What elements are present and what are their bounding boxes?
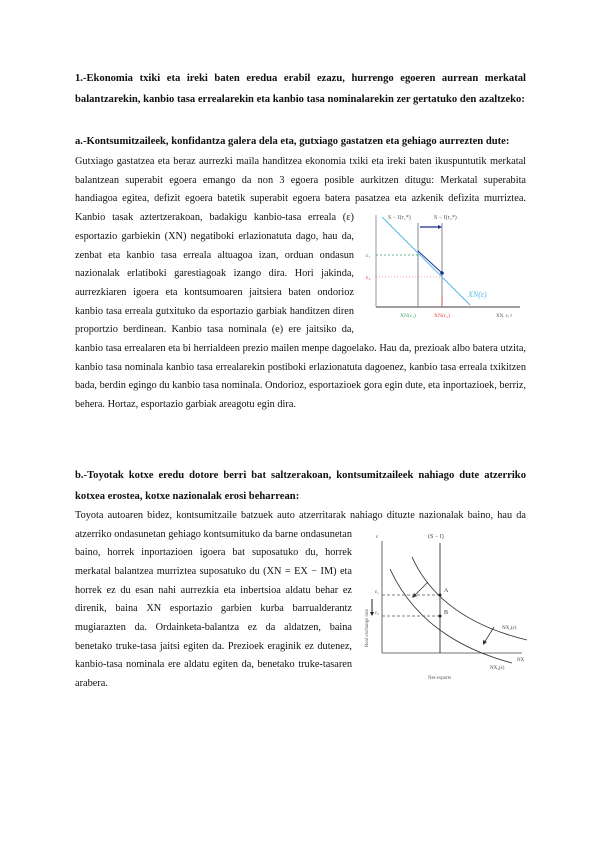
label-y-axis: Real exchange rate xyxy=(365,608,370,647)
section-b-text: Toyota autoaren bidez, kontsumitzaile batzuek auto atzerritarak nahiago dituzte nazionalak baino, hau da atzerriko ondasunetan gehiago kontsumituko da barne ondasunetan baino, horrek inportazioen igoera bat suposatuko du, horrek merkatal balantzea murriztea suposatuko du (XN = EX − IM) eta horrek ez du esan nahi aurrezkia eta inbertsioa aldatu behar ez direnik, baina XN esportazio garbien kurba barrualderantz mugiarazten da. Ordainketa-balantza ez da aldatzen, baina benetako truke-tasa jaitsi egiten da. Prezioek eraginik ez dutenez, kanbio-tasa nominala ere aldatu egiten da, benetako truke-tasaren arabera. xyxy=(75,509,526,690)
section-a-text: Gutxiago gastatzea eta beraz aurrezki maila handitzea ekonomia txiki eta ireki baten ikuspuntutik merkatal balantzean superabit egoera emango da non 3 egoera posible aurkitzen ditugu: Merkatal superabita handiagoa egitea, defizit egoera batetik superabit egoera batera pasatzea eta azkenik defizita murriztea. Kanbio tasak aztertzerakoan, badakigu kanbio-tasa erreala (ε) esportazio garbiekin (XN) negatiboki erlazionatuta dago, hau da, zenbat eta kanbio tasa erreala altuagoa izan, orduan ondasun nazionalak erlatiboki garestiagoak izango dira. Hori jakinda, aurrezkiaren igoera eta kontsumoaren jaitsiera baten ondorioz kanbio tasa erreala gutxituko da esportazio garbiak handitzen diren proportzio berdinean. Kanbio tasa nominala (e) ere jaitsiko da, kanbio tasa errealaren eta bi herrialdeen prezio mailen menpe dagoelako. Hau da, prezioak albo batera utzita, kanbio tasa nominala kanbio tasa errealarekin postiboki erlazionatuta dagoenez, kanbio tasa erreala txikitzen bada, berdin egingo du kanbio tasa nominala. Ondorioz, esportazioek gora egin dute, eta inportazioek, berriz, behera. Hortaz, esportazio garbiak areagotu egin dira. xyxy=(75,156,526,411)
label-s1: S − I(r₁*) xyxy=(388,215,411,221)
point-a xyxy=(439,593,442,596)
label-e1: ε₁ xyxy=(375,589,379,595)
section-a-body xyxy=(75,153,526,415)
figure-savings-xn xyxy=(364,211,530,323)
shift-arrow-2 xyxy=(484,627,494,643)
xn-curve xyxy=(382,217,470,305)
section-a-heading: a.-Kontsumitzaileek, konfidantza galera dela eta, gutxiago gastatzen eta gehiago aurrezten dute: xyxy=(75,136,510,147)
label-xn2: XN(ε₂) xyxy=(434,313,450,319)
label-e2: ε₂ xyxy=(375,610,379,616)
section-b-heading: b.-Toyotak kotxe eredu dotore berri bat saltzerakoan, kontsumitzaileek nahiago dute atzerriko kotxea erostea, kotxe nazionalak erosi beharrean: xyxy=(75,469,526,502)
question-title: 1.-Ekonomia txiki eta ireki baten eredua erabil ezazu, hurrengo egoeren aurrean merkatal balantzarekin, kanbio tasa errealarekin eta kanbio tasa nominalarekin zer gertatuko den azaltzeko: xyxy=(75,73,526,105)
label-nx: NX xyxy=(517,657,525,663)
figure-nx-shift xyxy=(362,529,530,685)
label-nx2: NX₂(ε) xyxy=(490,665,505,671)
label-xn-curve: XN(ε) xyxy=(468,290,487,299)
label-xn1: XN(ε₁) xyxy=(400,313,416,319)
movement-line xyxy=(418,251,442,273)
label-b: B xyxy=(444,609,449,616)
figure-2-container xyxy=(362,529,530,685)
shift-arrow-1 xyxy=(414,582,428,596)
section-b-body xyxy=(75,507,526,694)
equilibrium-point xyxy=(440,271,444,275)
label-si: (S − I) xyxy=(428,533,444,540)
document-page xyxy=(75,68,526,694)
label-e1: ε₁ xyxy=(366,253,371,259)
arrow-down-icon xyxy=(370,612,374,616)
label-s2: S − I(r₂*) xyxy=(434,215,457,221)
figure-1-container xyxy=(364,211,530,323)
label-e2: ε₂ xyxy=(366,275,371,281)
label-eps: ε xyxy=(376,534,379,540)
label-a: A xyxy=(444,587,449,594)
point-b xyxy=(439,614,442,617)
label-nx1: NX₁(ε) xyxy=(502,625,517,631)
arrow-head-icon xyxy=(438,225,442,229)
label-axis-x: XN, ε, r xyxy=(496,314,512,319)
label-x-axis: Net exports xyxy=(428,675,452,681)
